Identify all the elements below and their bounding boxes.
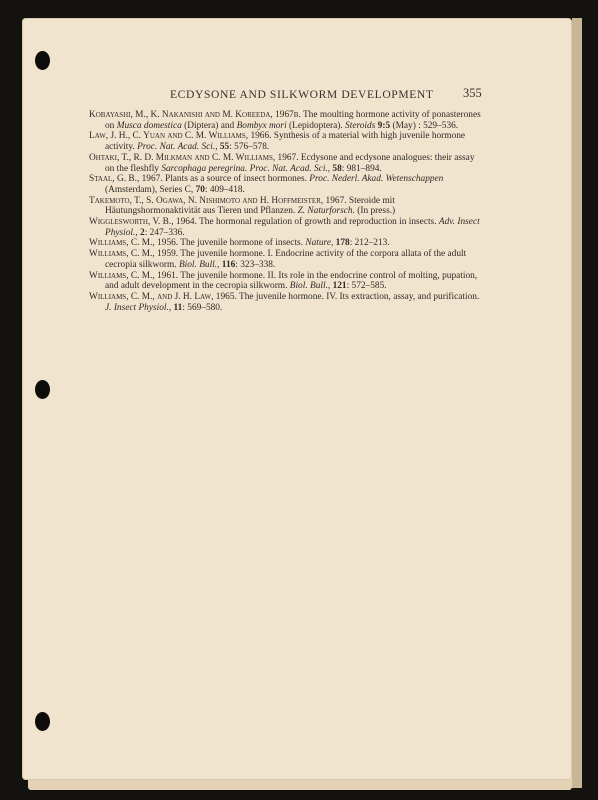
reference-entry (89, 174, 481, 195)
reference-pages: : 212–213. (349, 238, 390, 249)
reference-entry (89, 153, 481, 174)
reference-pages: : 409–418. (204, 184, 245, 195)
punch-hole (35, 712, 50, 731)
reference-pages: : 247–336. (144, 227, 185, 238)
reference-journal: Z. Naturforsch. (297, 206, 355, 217)
reference-pages: : 576–578. (229, 142, 270, 153)
reference-volume: 116 (219, 259, 236, 270)
reference-volume: 70 (195, 184, 205, 195)
reference-text: The juvenile hormone of insects. (178, 238, 306, 249)
reference-volume: 9:5 (375, 120, 391, 131)
reference-entry (89, 217, 481, 238)
reference-journal: Nature, (305, 238, 334, 249)
reference-italic: Musca domestica (116, 120, 182, 131)
reference-authors: Law, J. H., C. Yuan and C. M. Williams, 1966. (89, 131, 272, 142)
reference-text: Synthesis of a material with high juvenile hormone activity. (105, 131, 466, 153)
reference-volume: 178 (333, 238, 350, 249)
reference-entry (89, 238, 481, 249)
reference-volume: 2 (137, 227, 145, 238)
reference-authors: Kobayashi, M., K. Nakanishi and M. Koreeda, 1967b. (89, 110, 301, 120)
reference-journal: Biol. Bull., (178, 259, 220, 270)
reference-volume: 55 (217, 142, 230, 153)
reference-pages: : 981–894. (341, 163, 382, 174)
reference-authors: Takemoto, T., S. Ogawa, N. Nishimoto and H. Hoffmeister, 1967. (89, 195, 347, 206)
reference-text: The juvenile hormone. IV. Its extraction, assay, and purification. (236, 291, 480, 302)
reference-entry (89, 110, 481, 131)
reference-journal: Biol. Bull., (289, 281, 331, 292)
punch-hole (35, 51, 50, 70)
reference-authors: Ohtaki, T., R. D. Milkman and C. M. Williams, 1967. (89, 152, 299, 163)
reference-volume: 11 (171, 302, 183, 313)
reference-authors: Williams, C. M., 1959. (89, 249, 179, 260)
reference-journal: Proc. Nederl. Akad. Wetenschappen (309, 174, 444, 185)
reference-text: The juvenile hormone. II. Its role in the endocrine control of molting, pupation, and adult development in the cecropia silkworm. (105, 270, 478, 292)
reference-journal: Adv. Insect Physiol., (105, 217, 480, 238)
page-edge (572, 18, 582, 788)
running-title: ECDYSONE AND SILKWORM DEVELOPMENT (170, 88, 434, 101)
reference-authors: Wigglesworth, V. B., 1964. (89, 217, 197, 228)
reference-authors: Williams, C. M., 1961. (89, 270, 179, 281)
reference-journal: Steroids (345, 120, 376, 131)
reference-entry (89, 271, 481, 292)
reference-pages: : 569–580. (182, 302, 223, 313)
reference-authors: Williams, C. M., and J. H. Law, 1965. (89, 291, 237, 302)
reference-entry (89, 292, 481, 313)
reference-authors: Staal, G. B., 1967. (89, 174, 163, 185)
reference-journal: J. Insect Physiol., (105, 302, 172, 313)
reference-text: (In press.) (354, 206, 396, 217)
reference-entry (89, 131, 481, 152)
reference-text: (Diptera) and (181, 120, 237, 131)
reference-list (89, 110, 481, 313)
reference-text: The hormonal regulation of growth and reproduction in insects. (196, 217, 439, 228)
reference-pages: : 572–585. (346, 281, 387, 292)
reference-text: Plants as a source of insect hormones. (162, 174, 310, 185)
reference-volume: 58 (330, 163, 342, 174)
reference-pages: : 323–338. (235, 259, 276, 270)
reference-journal: Proc. Nat. Acad. Sci., (137, 142, 218, 153)
punch-hole (35, 380, 50, 399)
reference-text: Steroide mit Häutungshormonaktivität aus Tieren und Pflanzen. (105, 195, 395, 217)
reference-text: Ecdysone and ecdysone analogues: their assay on the fleshfly (105, 152, 475, 174)
reference-text: (Lepidoptera). (286, 120, 346, 131)
reference-text: The juvenile hormone. I. Endocrine activity of the corpora allata of the adult cecropia silkworm. (105, 249, 467, 270)
reference-volume: 121 (330, 281, 347, 292)
reference-italic: Bombyx mori (236, 120, 287, 131)
reference-text: (Amsterdam), Series C, (105, 184, 196, 195)
reference-text: The moulting hormone activity of ponasterones on (105, 110, 481, 131)
reference-entry (89, 196, 481, 217)
reference-journal: Sarcophaga peregrina. Proc. Nat. Acad. Sci., (161, 163, 331, 174)
page-number: 355 (463, 86, 482, 100)
reference-entry (89, 249, 481, 270)
reference-authors: Williams, C. M., 1956. (89, 238, 179, 249)
reference-pages: (May) : 529–536. (390, 120, 459, 131)
